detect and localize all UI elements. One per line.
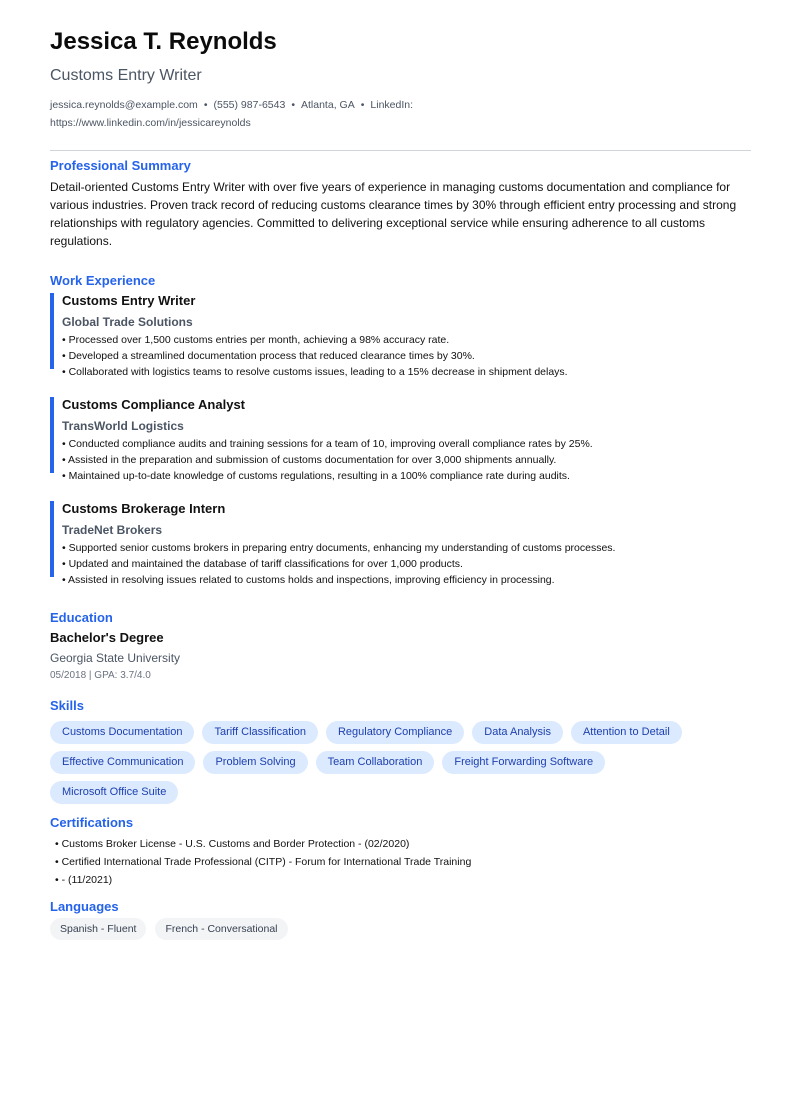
job-bullets <box>62 332 751 380</box>
language-chip: Spanish - Fluent <box>50 918 146 940</box>
experience-heading: Work Experience <box>50 273 156 288</box>
skill-chip: Team Collaboration <box>316 751 435 774</box>
skill-chip: Microsoft Office Suite <box>50 781 178 804</box>
summary-text: Detail-oriented Customs Entry Writer with over five years of experience in managing customs documentation and compliance for various industries. Proven track record of reducing customs clearance times by 30% through efficient entry processing and strong relationships with regulatory agencies. Committed to delivering exceptional service while ensuring adherence to all customs regulations. <box>50 180 737 248</box>
job-bullet: • Collaborated with logistics teams to resolve customs issues, leading to a 15% decrease in shipment delays. <box>62 366 568 378</box>
job-bullet: • Assisted in resolving issues related to customs holds and inspections, improving efficiency in processing. <box>62 574 555 586</box>
job-bullet: • Assisted in the preparation and submission of customs documentation for over 3,000 shipments annually. <box>62 454 557 466</box>
candidate-name: Jessica T. Reynolds <box>50 28 277 55</box>
education-section <box>50 610 751 683</box>
job-company: Global Trade Solutions <box>62 315 193 329</box>
languages-list <box>50 918 751 940</box>
job-title: Customs Entry Writer <box>62 293 196 308</box>
job-bullet: • Developed a streamlined documentation process that reduced clearance times by 30%. <box>62 350 475 362</box>
languages-heading: Languages <box>50 899 119 914</box>
certification-item: • Certified International Trade Professional (CITP) - Forum for International Trade Training <box>55 856 472 868</box>
job-bullet: • Maintained up-to-date knowledge of customs regulations, resulting in a 100% compliance rate during audits. <box>62 470 570 482</box>
skill-chip: Tariff Classification <box>202 721 318 744</box>
skill-chip: Regulatory Compliance <box>326 721 464 744</box>
education-degree: Bachelor's Degree <box>50 630 164 645</box>
job-bullet: • Conducted compliance audits and training sessions for a team of 10, improving overall compliance rates by 25%. <box>62 438 593 450</box>
job-company: TradeNet Brokers <box>62 523 163 537</box>
certifications-list <box>50 835 751 889</box>
contact-info <box>50 96 470 132</box>
contact-linkedin-label: LinkedIn: <box>370 99 414 111</box>
job-entry <box>50 293 751 380</box>
job-accent-bar <box>50 397 54 473</box>
contact-separator: • <box>360 99 365 111</box>
contact-separator: • <box>291 99 295 111</box>
contact-email[interactable]: jessica.reynolds@example.com <box>50 99 198 111</box>
job-bullets <box>62 540 751 588</box>
skill-chip: Effective Communication <box>50 751 195 774</box>
skill-chip: Attention to Detail <box>571 721 682 744</box>
skill-chip: Customs Documentation <box>50 721 194 744</box>
summary-section <box>50 158 751 250</box>
job-bullet: • Updated and maintained the database of tariff classifications for over 1,000 products. <box>62 558 463 570</box>
contact-location: Atlanta, GA <box>301 99 355 111</box>
skills-heading: Skills <box>50 698 84 713</box>
job-entry <box>50 501 751 588</box>
skill-chip: Problem Solving <box>203 751 307 774</box>
job-entry <box>50 397 751 484</box>
job-bullet: • Supported senior customs brokers in preparing entry documents, enhancing my understanding of customs processes. <box>62 542 616 554</box>
experience-section <box>50 273 751 588</box>
summary-heading: Professional Summary <box>50 158 191 173</box>
certification-item: • - (11/2021) <box>55 874 113 886</box>
education-heading: Education <box>50 610 113 625</box>
contact-separator: • <box>203 99 208 111</box>
skill-chip: Data Analysis <box>472 721 563 744</box>
job-bullets <box>62 436 751 484</box>
job-company: TransWorld Logistics <box>62 419 184 433</box>
certification-item: • Customs Broker License - U.S. Customs and Border Protection - (02/2020) <box>55 838 410 850</box>
skills-section <box>50 698 751 804</box>
certifications-section <box>50 815 751 889</box>
education-school: Georgia State University <box>50 651 181 665</box>
header-divider <box>50 150 751 151</box>
certifications-heading: Certifications <box>50 815 134 830</box>
job-accent-bar <box>50 501 54 577</box>
skills-list <box>50 721 740 804</box>
job-title: Customs Compliance Analyst <box>62 397 246 412</box>
candidate-title: Customs Entry Writer <box>50 67 202 84</box>
languages-section <box>50 899 751 940</box>
language-chip: French - Conversational <box>155 918 287 940</box>
job-title: Customs Brokerage Intern <box>62 501 226 516</box>
contact-linkedin-url[interactable]: https://www.linkedin.com/in/jessicareynolds <box>50 117 251 129</box>
education-meta: 05/2018 | GPA: 3.7/4.0 <box>50 670 151 681</box>
job-accent-bar <box>50 293 54 369</box>
job-bullet: • Processed over 1,500 customs entries per month, achieving a 98% accuracy rate. <box>62 334 450 346</box>
contact-phone: (555) 987-6543 <box>213 99 286 111</box>
skill-chip: Freight Forwarding Software <box>442 751 605 774</box>
